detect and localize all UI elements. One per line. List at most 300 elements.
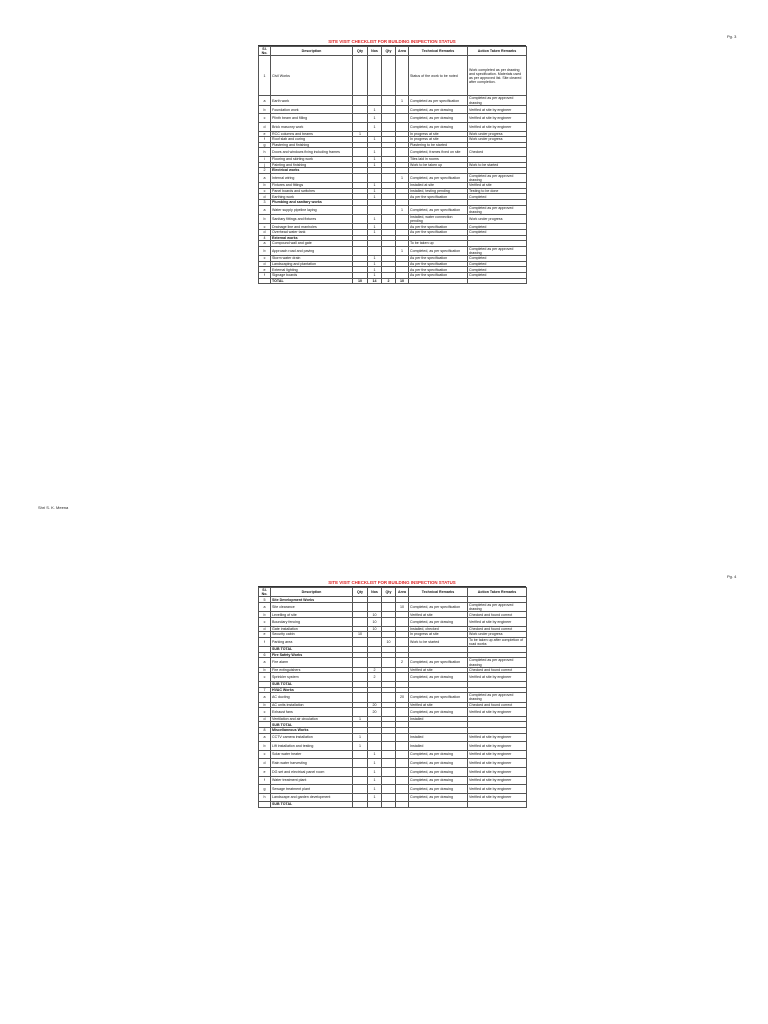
qty-2-cell [382, 776, 396, 785]
technical-remarks-cell: As per the specification [409, 272, 468, 278]
action-remarks-cell: Completed as per approved drawing [468, 658, 527, 667]
description-cell: HVAC Works [271, 687, 353, 693]
side-note: Shri S. K. Meena [38, 505, 69, 510]
action-remarks-cell: Verified at site by engineer [468, 759, 527, 768]
qty-2-cell [382, 205, 396, 214]
technical-remarks-cell: Completed, as per drawing [409, 776, 468, 785]
sl-no-cell: b [259, 612, 271, 618]
qty-2-cell [382, 96, 396, 105]
table-row [259, 603, 527, 612]
description-cell: Rain water harvesting [271, 759, 353, 768]
sl-no-cell: d [259, 229, 271, 235]
qty-2-cell [382, 767, 396, 776]
action-remarks-cell: Completed [468, 194, 527, 200]
area-cell [396, 637, 409, 646]
qty-cell [353, 148, 368, 157]
col-header-area: Area [396, 47, 409, 56]
technical-remarks-cell: In progress at site [409, 137, 468, 143]
technical-remarks-cell: As per the specification [409, 229, 468, 235]
technical-remarks-cell: Installed, water connection pending [409, 214, 468, 223]
action-remarks-cell: Verified at site by engineer [468, 750, 527, 759]
technical-remarks-cell: Completed as per specification [409, 96, 468, 105]
nos-cell [368, 173, 382, 182]
nos-cell: 1 [368, 229, 382, 235]
technical-remarks-cell: Work to be started [409, 637, 468, 646]
nos-cell: 1 [368, 256, 382, 262]
qty-cell [353, 637, 368, 646]
sl-no-cell: c [259, 256, 271, 262]
technical-remarks-cell: Completed, as per drawing [409, 105, 468, 114]
sl-no-cell: c [259, 188, 271, 194]
description-cell: Doors and windows fixing including frames [271, 148, 353, 157]
action-remarks-cell: Verified at site by engineer [468, 708, 527, 717]
qty-cell [353, 105, 368, 114]
action-remarks-cell: Checked and found correct [468, 612, 527, 618]
sl-no-cell: f [259, 137, 271, 143]
col-header-qty-2: Qty [382, 588, 396, 597]
area-cell [396, 123, 409, 132]
qty-2-cell [382, 742, 396, 751]
area-cell [396, 114, 409, 123]
action-remarks-cell: Completed as per approved drawing [468, 205, 527, 214]
action-remarks-cell: Verified at site by engineer [468, 105, 527, 114]
sl-no-cell: g [259, 142, 271, 148]
table-row [259, 776, 527, 785]
sl-no-cell: d [259, 626, 271, 632]
table-row [259, 793, 527, 802]
action-remarks-cell: Checked and found correct [468, 667, 527, 673]
nos-cell [368, 693, 382, 702]
qty-2-cell [382, 105, 396, 114]
table-row [259, 785, 527, 794]
description-cell: Brick masonry work [271, 123, 353, 132]
technical-remarks-cell: Installed [409, 733, 468, 742]
qty-cell [353, 214, 368, 223]
qty-cell: 1 [353, 716, 368, 722]
sl-no-cell: b [259, 667, 271, 673]
description-cell: SUB TOTAL [271, 802, 353, 808]
description-cell: Painting and finishing [271, 162, 353, 168]
technical-remarks-cell [409, 278, 468, 284]
qty-cell [353, 673, 368, 682]
qty-cell [353, 123, 368, 132]
technical-remarks-cell: Installed at site [409, 183, 468, 189]
qty-2-cell [382, 214, 396, 223]
sl-no-cell: b [259, 246, 271, 255]
qty-2-cell [382, 56, 396, 96]
description-cell: Exhaust fans [271, 708, 353, 717]
sl-no-cell: a [259, 603, 271, 612]
table-row [259, 750, 527, 759]
nos-cell: 20 [368, 702, 382, 708]
nos-cell: 1 [368, 267, 382, 273]
description-cell: Plumbing and sanitary works [271, 199, 353, 205]
description-cell: Fixtures and fittings [271, 183, 353, 189]
description-cell: RCC columns and beams [271, 131, 353, 137]
area-cell [396, 148, 409, 157]
technical-remarks-cell: Plastering to be started [409, 142, 468, 148]
qty-2-cell [382, 246, 396, 255]
qty-2-cell [382, 693, 396, 702]
area-cell [396, 793, 409, 802]
description-cell: Roof slab and curing [271, 137, 353, 143]
description-cell: Landscaping and plantation [271, 261, 353, 267]
page-number-bottom: Pg. 4 [727, 574, 737, 579]
technical-remarks-cell: As per the specification [409, 261, 468, 267]
table-row [259, 123, 527, 132]
description-cell: Electrical works [271, 168, 353, 174]
technical-remarks-cell: Completed, as per specification [409, 658, 468, 667]
area-cell [396, 708, 409, 717]
description-cell: Overhead water tank [271, 229, 353, 235]
col-header-action-remarks: Action Taken Remarks [468, 588, 527, 597]
description-cell: Sanitary fittings and fixtures [271, 214, 353, 223]
description-cell: Levelling of site [271, 612, 353, 618]
area-cell [396, 56, 409, 96]
description-cell: Foundation work [271, 105, 353, 114]
description-cell: DG set and electrical panel room [271, 767, 353, 776]
description-cell: Boundary fencing [271, 618, 353, 627]
description-cell: SUB TOTAL [271, 647, 353, 653]
nos-cell: 1 [368, 785, 382, 794]
area-cell [396, 802, 409, 808]
sl-no-cell: 2 [259, 168, 271, 174]
action-remarks-cell: Completed as per approved drawing [468, 603, 527, 612]
qty-cell [353, 96, 368, 105]
technical-remarks-cell: Verified at site [409, 667, 468, 673]
action-remarks-cell: Verified at site by engineer [468, 742, 527, 751]
action-remarks-cell: Verified at site by engineer [468, 733, 527, 742]
area-cell: 10 [396, 278, 409, 284]
col-header-area: Area [396, 588, 409, 597]
nos-cell [368, 603, 382, 612]
description-cell: Approach road and paving [271, 246, 353, 255]
table-row [259, 658, 527, 667]
sl-no-cell: a [259, 733, 271, 742]
qty-cell: 1 [353, 131, 368, 137]
nos-cell: 1 [368, 123, 382, 132]
sheet-title: SITE VISIT CHECKLIST FOR BUILDING INSPECTION STATUS [258, 580, 526, 587]
sl-no-cell: e [259, 767, 271, 776]
sl-no-cell: 5 [259, 597, 271, 603]
description-cell: TOTAL [271, 278, 353, 284]
qty-2-cell [382, 708, 396, 717]
sl-no-cell: i [259, 156, 271, 162]
technical-remarks-cell: Verified at site [409, 612, 468, 618]
qty-2-cell [382, 759, 396, 768]
nos-cell: 20 [368, 708, 382, 717]
description-cell: Fire Safety Works [271, 652, 353, 658]
table-row [259, 205, 527, 214]
technical-remarks-cell: Completed, as per drawing [409, 673, 468, 682]
technical-remarks-cell: Completed, as per specification [409, 173, 468, 182]
qty-cell [353, 785, 368, 794]
table-row [259, 693, 527, 702]
action-remarks-cell: Checked and found correct [468, 626, 527, 632]
qty-cell: 10 [353, 278, 368, 284]
description-cell: Drainage line and manholes [271, 224, 353, 230]
technical-remarks-cell: Completed, as per drawing [409, 123, 468, 132]
table-header-row [259, 588, 527, 597]
action-remarks-cell: Work under progress [468, 632, 527, 638]
nos-cell: 1 [368, 148, 382, 157]
description-cell: Landscape and garden development [271, 793, 353, 802]
description-cell: Fire extinguishers [271, 667, 353, 673]
sl-no-cell: f [259, 637, 271, 646]
action-remarks-cell: Work to be started [468, 162, 527, 168]
qty-cell [353, 114, 368, 123]
nos-cell: 1 [368, 767, 382, 776]
sl-no-cell: a [259, 173, 271, 182]
description-cell: Compound wall and gate [271, 241, 353, 247]
description-cell: Signage boards [271, 272, 353, 278]
sl-no-cell: b [259, 702, 271, 708]
qty-cell [353, 767, 368, 776]
table-row [259, 214, 527, 223]
sl-no-cell: h [259, 148, 271, 157]
qty-cell [353, 658, 368, 667]
technical-remarks-cell: Completed, as per specification [409, 205, 468, 214]
sl-no-cell [259, 278, 271, 284]
col-header-action-remarks: Action Taken Remarks [468, 47, 527, 56]
nos-cell: 1 [368, 105, 382, 114]
action-remarks-cell: Verified at site by engineer [468, 114, 527, 123]
sl-no-cell: c [259, 114, 271, 123]
sl-no-cell: b [259, 105, 271, 114]
technical-remarks-cell: Status of the work to be noted [409, 56, 468, 96]
description-cell: Miscellaneous Works [271, 727, 353, 733]
technical-remarks-cell: Completed, as per drawing [409, 114, 468, 123]
nos-cell: 10 [368, 612, 382, 618]
technical-remarks-cell: Completed, as per drawing [409, 767, 468, 776]
nos-cell: 10 [368, 626, 382, 632]
description-cell: SUB TOTAL [271, 722, 353, 728]
sl-no-cell: c [259, 224, 271, 230]
area-cell: 20 [396, 693, 409, 702]
table-row [259, 114, 527, 123]
nos-cell: 1 [368, 776, 382, 785]
col-header-qty: Qty [353, 588, 368, 597]
nos-cell [368, 637, 382, 646]
area-cell [396, 733, 409, 742]
nos-cell [368, 56, 382, 96]
action-remarks-cell: Testing to be done [468, 188, 527, 194]
nos-cell: 10 [368, 618, 382, 627]
technical-remarks-cell: Completed, as per drawing [409, 785, 468, 794]
table-row [259, 148, 527, 157]
table-row [259, 742, 527, 751]
qty-2-cell [382, 173, 396, 182]
description-cell: Civil Works [271, 56, 353, 96]
table-row [259, 673, 527, 682]
sl-no-cell: b [259, 183, 271, 189]
page-number-top: Pg. 3 [727, 34, 737, 39]
technical-remarks-cell: Completed, as per drawing [409, 759, 468, 768]
qty-cell [353, 776, 368, 785]
technical-remarks-cell: Installed, testing pending [409, 188, 468, 194]
sl-no-cell: c [259, 750, 271, 759]
action-remarks-cell [468, 278, 527, 284]
action-remarks-cell: Verified at site by engineer [468, 767, 527, 776]
area-cell: 10 [396, 603, 409, 612]
col-header-sl: Sl. No. [259, 47, 271, 56]
sl-no-cell: c [259, 618, 271, 627]
sl-no-cell: g [259, 785, 271, 794]
technical-remarks-cell: In progress at site [409, 632, 468, 638]
action-remarks-cell: Completed [468, 256, 527, 262]
nos-cell: 1 [368, 188, 382, 194]
sl-no-cell: a [259, 96, 271, 105]
area-cell [396, 759, 409, 768]
nos-cell: 2 [368, 667, 382, 673]
col-header-description: Description [271, 588, 353, 597]
sl-no-cell: d [259, 261, 271, 267]
action-remarks-cell: Completed [468, 261, 527, 267]
nos-cell: 14 [368, 278, 382, 284]
table-header-row [259, 47, 527, 56]
qty-2-cell [382, 603, 396, 612]
action-remarks-cell: Completed as per approved drawing [468, 173, 527, 182]
nos-cell: 1 [368, 261, 382, 267]
sl-no-cell: a [259, 658, 271, 667]
action-remarks-cell: Verified at site by engineer [468, 793, 527, 802]
col-header-technical-remarks: Technical Remarks [409, 47, 468, 56]
action-remarks-cell: Completed as per approved drawing [468, 96, 527, 105]
action-remarks-cell: Verified at site by engineer [468, 618, 527, 627]
sl-no-cell: 4 [259, 235, 271, 241]
technical-remarks-cell: As per the specification [409, 256, 468, 262]
action-remarks-cell: Verified at site by engineer [468, 776, 527, 785]
action-remarks-cell: Work completed as per drawing and specification. Materials used as per approved list. Site cleared after completion. [468, 56, 527, 96]
technical-remarks-cell: Completed, as per drawing [409, 750, 468, 759]
nos-cell: 1 [368, 224, 382, 230]
nos-cell: 1 [368, 183, 382, 189]
checklist-table [258, 587, 527, 808]
area-cell [396, 214, 409, 223]
technical-remarks-cell: Work to be taken up [409, 162, 468, 168]
technical-remarks-cell: In progress at site [409, 131, 468, 137]
qty-2-cell [382, 618, 396, 627]
action-remarks-cell: Completed [468, 229, 527, 235]
technical-remarks-cell: Completed, as per drawing [409, 708, 468, 717]
action-remarks-cell: To be taken up after completion of road works [468, 637, 527, 646]
description-cell: Site clearance [271, 603, 353, 612]
checklist-sheet-2 [258, 580, 526, 808]
nos-cell: 1 [368, 114, 382, 123]
qty-2-cell [382, 785, 396, 794]
area-cell: 1 [396, 246, 409, 255]
technical-remarks-cell: Completed, as per specification [409, 693, 468, 702]
description-cell: Plastering and finishing [271, 142, 353, 148]
nos-cell [368, 246, 382, 255]
sl-no-cell: a [259, 241, 271, 247]
action-remarks-cell: Work under progress [468, 137, 527, 143]
sl-no-cell: j [259, 162, 271, 168]
action-remarks-cell: Completed as per approved drawing [468, 246, 527, 255]
area-cell [396, 750, 409, 759]
nos-cell: 2 [368, 673, 382, 682]
qty-cell [353, 750, 368, 759]
nos-cell: 1 [368, 214, 382, 223]
area-cell: 1 [396, 96, 409, 105]
description-cell: Water treatment plant [271, 776, 353, 785]
sl-no-cell: 7 [259, 687, 271, 693]
sl-no-cell: d [259, 123, 271, 132]
qty-cell: 1 [353, 742, 368, 751]
area-cell: 1 [396, 173, 409, 182]
sl-no-cell: d [259, 759, 271, 768]
table-row [259, 105, 527, 114]
action-remarks-cell: Verified at site by engineer [468, 673, 527, 682]
total-row [259, 802, 527, 808]
table-row [259, 96, 527, 105]
sl-no-cell: f [259, 272, 271, 278]
nos-cell: 1 [368, 137, 382, 143]
sl-no-cell: c [259, 673, 271, 682]
nos-cell: 1 [368, 272, 382, 278]
technical-remarks-cell: Installed [409, 742, 468, 751]
description-cell: Flooring and skirting work [271, 156, 353, 162]
nos-cell: 1 [368, 750, 382, 759]
description-cell: Sprinkler system [271, 673, 353, 682]
checklist-table [258, 46, 527, 284]
qty-cell [353, 618, 368, 627]
sl-no-cell: 6 [259, 652, 271, 658]
sl-no-cell: b [259, 214, 271, 223]
sl-no-cell: f [259, 776, 271, 785]
sl-no-cell: e [259, 267, 271, 273]
table-row [259, 759, 527, 768]
description-cell: SUB TOTAL [271, 681, 353, 687]
action-remarks-cell: Completed [468, 224, 527, 230]
qty-cell [353, 802, 368, 808]
table-row [259, 618, 527, 627]
nos-cell: 1 [368, 759, 382, 768]
nos-cell [368, 742, 382, 751]
col-header-qty-2: Qty [382, 47, 396, 56]
qty-2-cell [382, 123, 396, 132]
nos-cell [368, 96, 382, 105]
sl-no-cell [259, 802, 271, 808]
description-cell: Lift installation and testing [271, 742, 353, 751]
technical-remarks-cell: Tiles laid in rooms [409, 156, 468, 162]
qty-2-cell: 2 [382, 278, 396, 284]
nos-cell: 1 [368, 162, 382, 168]
checklist-sheet-1 [258, 39, 526, 284]
area-cell [396, 105, 409, 114]
description-cell: Security cabin [271, 632, 353, 638]
nos-cell: 1 [368, 194, 382, 200]
sl-no-cell: 8 [259, 727, 271, 733]
qty-cell [353, 173, 368, 182]
technical-remarks-cell: Installed, checked [409, 626, 468, 632]
action-remarks-cell: Checked and found correct [468, 702, 527, 708]
col-header-technical-remarks: Technical Remarks [409, 588, 468, 597]
nos-cell [368, 658, 382, 667]
qty-cell [353, 693, 368, 702]
technical-remarks-cell: Completed, as per drawing [409, 618, 468, 627]
sheet-title: SITE VISIT CHECKLIST FOR BUILDING INSPECTION STATUS [258, 39, 526, 46]
technical-remarks-cell: As per the specification [409, 224, 468, 230]
qty-cell [353, 759, 368, 768]
sl-no-cell: b [259, 742, 271, 751]
col-header-nos: Nos [368, 47, 382, 56]
sl-no-cell: 1 [259, 56, 271, 96]
qty-cell [353, 205, 368, 214]
action-remarks-cell: Verified at site [468, 183, 527, 189]
qty-cell [353, 56, 368, 96]
table-row [259, 56, 527, 96]
